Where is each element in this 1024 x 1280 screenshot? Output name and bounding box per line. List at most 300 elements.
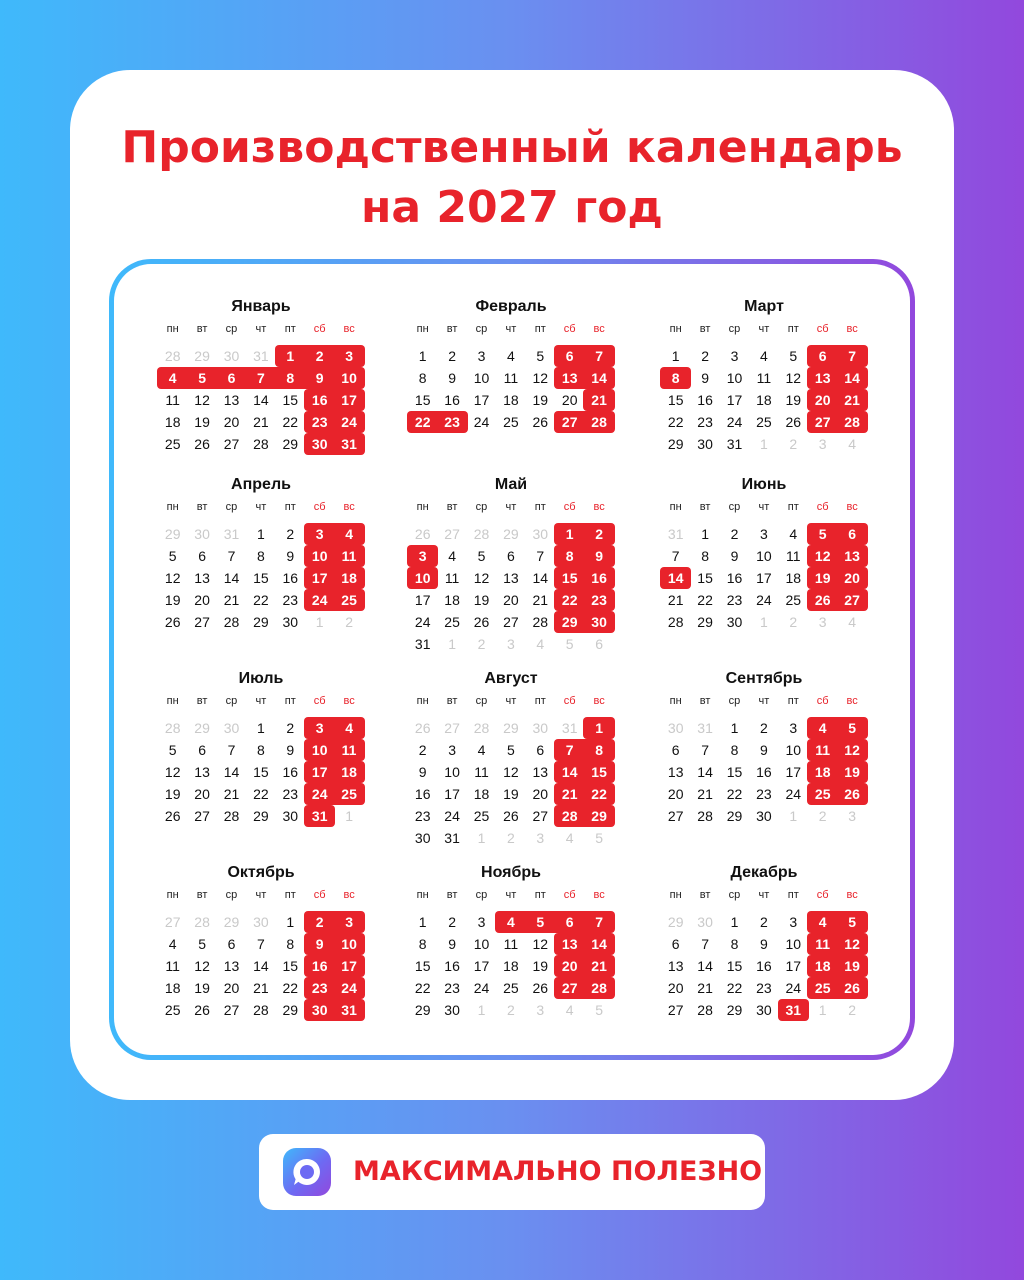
- holiday-day: 28: [591, 980, 607, 996]
- adjacent-month-day: 29: [503, 720, 519, 736]
- weekday-label: пн: [669, 323, 682, 335]
- adjacent-month-day: 1: [477, 1002, 486, 1018]
- work-day: 14: [697, 764, 713, 780]
- work-day: 15: [697, 570, 713, 586]
- work-day: 14: [223, 570, 240, 586]
- work-day: 29: [726, 1002, 743, 1018]
- work-day: 15: [253, 764, 269, 780]
- holiday-day: 30: [311, 1002, 328, 1018]
- adjacent-month-day: 1: [759, 436, 768, 452]
- work-day: 10: [785, 936, 802, 952]
- work-day: 5: [477, 548, 486, 564]
- work-day: 2: [448, 914, 456, 930]
- weekday-label: ср: [475, 323, 488, 335]
- work-day: 2: [286, 526, 295, 542]
- weekday-label: пт: [787, 501, 799, 513]
- holiday-day: 24: [341, 414, 357, 430]
- adjacent-month-day: 28: [194, 914, 210, 930]
- holiday-day: 15: [591, 764, 607, 780]
- month-12: [661, 863, 901, 1043]
- work-day: 13: [194, 764, 210, 780]
- adjacent-month-day: 26: [414, 526, 431, 542]
- work-day: 23: [726, 592, 743, 608]
- holiday-day: 20: [844, 570, 860, 586]
- work-day: 2: [286, 720, 295, 736]
- holiday-day: 31: [341, 436, 357, 452]
- holiday-day: 9: [315, 370, 324, 386]
- holiday-day: 3: [315, 720, 324, 736]
- work-day: 20: [194, 592, 210, 608]
- work-day: 9: [418, 764, 427, 780]
- work-day: 26: [194, 1002, 210, 1018]
- work-day: 7: [701, 936, 709, 952]
- work-day: 6: [227, 936, 236, 952]
- work-day: 29: [253, 614, 269, 630]
- weekday-label: пт: [534, 501, 546, 513]
- work-day: 25: [503, 414, 519, 430]
- holiday-day: 3: [345, 348, 353, 364]
- weekday-label: сб: [816, 889, 829, 901]
- work-day: 22: [414, 980, 431, 996]
- work-day: 6: [198, 742, 206, 758]
- work-day: 28: [697, 1002, 713, 1018]
- holiday-day: 25: [814, 786, 831, 802]
- month-3: [661, 297, 901, 477]
- work-day: 28: [697, 808, 713, 824]
- weekday-label: чт: [758, 695, 770, 707]
- work-day: 1: [286, 914, 295, 930]
- work-day: 13: [503, 570, 519, 586]
- work-day: 3: [759, 526, 768, 542]
- holiday-day: 7: [848, 348, 856, 364]
- work-day: 21: [223, 786, 240, 802]
- holiday-day: 4: [345, 526, 353, 542]
- work-day: 27: [223, 1002, 240, 1018]
- work-day: 20: [503, 592, 519, 608]
- work-day: 5: [506, 742, 515, 758]
- weekday-label: чт: [505, 695, 517, 707]
- brand-bar[interactable]: [259, 1134, 765, 1210]
- adjacent-month-day: 31: [697, 720, 713, 736]
- page-title: [70, 118, 954, 238]
- weekday-label: вс: [846, 695, 858, 707]
- holiday-day: 29: [561, 614, 578, 630]
- adjacent-month-day: 4: [565, 830, 574, 846]
- weekday-label: вс: [846, 501, 858, 513]
- work-day: 21: [253, 980, 269, 996]
- work-day: 24: [785, 786, 802, 802]
- work-day: 18: [503, 958, 519, 974]
- weekday-label: чт: [505, 889, 517, 901]
- work-day: 5: [168, 742, 177, 758]
- work-day: 25: [164, 1002, 181, 1018]
- holiday-day: 29: [591, 808, 607, 824]
- calendar-card: [70, 70, 954, 1100]
- adjacent-month-day: 30: [253, 914, 269, 930]
- work-day: 8: [701, 548, 709, 564]
- work-day: 24: [726, 414, 743, 430]
- adjacent-month-day: 27: [444, 526, 460, 542]
- work-day: 26: [532, 980, 549, 996]
- holiday-day: 8: [595, 742, 603, 758]
- holiday-day: 7: [595, 348, 603, 364]
- holiday-day: 7: [595, 914, 603, 930]
- adjacent-month-day: 2: [477, 636, 486, 652]
- work-day: 31: [726, 436, 743, 452]
- weekday-label: вт: [699, 695, 711, 707]
- work-day: 15: [253, 570, 269, 586]
- holiday-day: 14: [844, 370, 860, 386]
- work-day: 7: [701, 742, 709, 758]
- holiday-day: 4: [506, 914, 515, 930]
- month-5: [408, 475, 648, 655]
- work-day: 20: [667, 786, 684, 802]
- work-day: 20: [561, 392, 578, 408]
- work-day: 15: [414, 958, 431, 974]
- work-day: 17: [473, 392, 490, 408]
- holiday-day: 19: [844, 958, 860, 974]
- adjacent-month-day: 30: [667, 720, 684, 736]
- holiday-day: 21: [591, 392, 607, 408]
- holiday-day: 3: [315, 526, 324, 542]
- work-day: 18: [164, 980, 181, 996]
- month-name: Май: [494, 476, 528, 493]
- work-day: 9: [286, 548, 295, 564]
- work-day: 9: [759, 742, 768, 758]
- work-day: 9: [448, 936, 456, 952]
- month-name: Август: [484, 670, 538, 687]
- work-day: 16: [756, 958, 772, 974]
- adjacent-month-day: 28: [164, 348, 181, 364]
- weekday-label: сб: [313, 889, 326, 901]
- holiday-day: 3: [418, 548, 427, 564]
- holiday-day: 21: [591, 958, 607, 974]
- weekday-label: ср: [225, 695, 238, 707]
- weekday-label: вт: [699, 323, 711, 335]
- work-day: 25: [473, 808, 490, 824]
- holiday-day: 18: [814, 958, 831, 974]
- work-day: 22: [726, 980, 743, 996]
- work-day: 4: [789, 526, 798, 542]
- weekday-label: пн: [669, 889, 682, 901]
- work-day: 11: [474, 764, 489, 780]
- work-day: 8: [286, 936, 295, 952]
- weekday-label: чт: [758, 323, 770, 335]
- work-day: 4: [506, 348, 515, 364]
- holiday-day: 17: [311, 764, 328, 780]
- weekday-label: пн: [669, 501, 682, 513]
- weekday-label: ср: [475, 695, 488, 707]
- adjacent-month-day: 26: [414, 720, 431, 736]
- holiday-day: 5: [818, 526, 827, 542]
- holiday-day: 13: [844, 548, 860, 564]
- work-day: 18: [756, 392, 772, 408]
- calendar-frame: [109, 259, 915, 1060]
- holiday-day: 14: [591, 370, 607, 386]
- work-day: 16: [282, 570, 299, 586]
- work-day: 14: [223, 764, 240, 780]
- month-8: [408, 669, 648, 849]
- work-day: 11: [444, 570, 460, 586]
- work-day: 19: [473, 592, 490, 608]
- work-day: 11: [756, 370, 772, 386]
- holiday-day: 18: [341, 570, 357, 586]
- weekday-label: сб: [816, 501, 829, 513]
- weekday-label: пт: [787, 695, 799, 707]
- work-day: 19: [503, 786, 519, 802]
- month-name: Январь: [231, 298, 291, 315]
- holiday-day: 25: [341, 786, 357, 802]
- holiday-day: 16: [311, 958, 328, 974]
- work-day: 30: [756, 808, 772, 824]
- work-day: 21: [223, 592, 240, 608]
- work-day: 31: [444, 830, 460, 846]
- holiday-day: 10: [341, 936, 357, 952]
- holiday-day: 24: [311, 786, 328, 802]
- work-day: 1: [256, 526, 265, 542]
- weekday-label: вс: [593, 889, 605, 901]
- work-day: 1: [671, 348, 680, 364]
- holiday-day: 19: [814, 570, 831, 586]
- holiday-day: 1: [595, 720, 603, 736]
- adjacent-month-day: 31: [561, 720, 578, 736]
- work-day: 11: [503, 370, 519, 386]
- adjacent-month-day: 2: [818, 808, 827, 824]
- holiday-day: 11: [815, 742, 831, 758]
- work-day: 1: [418, 348, 427, 364]
- work-day: 1: [730, 914, 739, 930]
- adjacent-month-day: 31: [253, 348, 269, 364]
- adjacent-month-day: 31: [223, 526, 240, 542]
- weekday-label: пн: [416, 695, 429, 707]
- work-day: 29: [726, 808, 743, 824]
- adjacent-month-day: 27: [164, 914, 181, 930]
- work-day: 3: [448, 742, 456, 758]
- month-9: [661, 669, 901, 849]
- weekday-label: пт: [534, 323, 546, 335]
- holiday-day: 27: [561, 414, 578, 430]
- work-day: 27: [667, 1002, 684, 1018]
- work-day: 25: [756, 414, 772, 430]
- holiday-day: 8: [565, 548, 574, 564]
- weekday-label: вс: [593, 695, 605, 707]
- weekday-label: сб: [816, 323, 829, 335]
- weekday-label: сб: [313, 323, 326, 335]
- work-day: 5: [198, 936, 206, 952]
- work-day: 19: [532, 958, 549, 974]
- work-day: 28: [223, 808, 240, 824]
- adjacent-month-day: 4: [848, 436, 856, 452]
- work-day: 2: [759, 914, 768, 930]
- weekday-label: вт: [446, 323, 458, 335]
- work-day: 27: [194, 808, 210, 824]
- work-day: 12: [785, 370, 802, 386]
- work-day: 16: [726, 570, 743, 586]
- work-day: 23: [697, 414, 713, 430]
- month-2: [408, 297, 648, 477]
- weekday-label: вс: [343, 889, 355, 901]
- work-day: 18: [785, 570, 802, 586]
- work-day: 22: [282, 414, 299, 430]
- holiday-day: 21: [844, 392, 860, 408]
- holiday-day: 12: [814, 548, 831, 564]
- work-day: 21: [697, 786, 713, 802]
- month-6: [661, 475, 901, 655]
- work-day: 6: [671, 936, 680, 952]
- work-day: 29: [414, 1002, 431, 1018]
- month-name: Февраль: [475, 298, 547, 315]
- work-day: 17: [785, 958, 802, 974]
- holiday-day: 18: [341, 764, 357, 780]
- work-day: 14: [253, 392, 269, 408]
- work-day: 21: [667, 592, 684, 608]
- work-day: 4: [168, 936, 177, 952]
- work-day: 29: [667, 436, 684, 452]
- holiday-day: 31: [785, 1002, 802, 1018]
- weekday-label: чт: [255, 323, 267, 335]
- work-day: 25: [164, 436, 181, 452]
- holiday-day: 6: [227, 370, 236, 386]
- weekday-label: пн: [166, 695, 179, 707]
- work-day: 4: [477, 742, 486, 758]
- work-day: 21: [532, 592, 549, 608]
- weekday-label: ср: [225, 501, 238, 513]
- weekday-label: пт: [787, 323, 799, 335]
- work-day: 30: [414, 830, 431, 846]
- holiday-day: 6: [565, 348, 574, 364]
- work-day: 3: [730, 348, 739, 364]
- weekday-label: пт: [534, 889, 546, 901]
- work-day: 17: [785, 764, 802, 780]
- work-day: 11: [786, 548, 801, 564]
- weekday-label: сб: [313, 695, 326, 707]
- holiday-day: 25: [341, 592, 357, 608]
- adjacent-month-day: 2: [345, 614, 353, 630]
- holiday-day: 13: [561, 370, 578, 386]
- weekday-label: ср: [225, 323, 238, 335]
- holiday-day: 17: [341, 958, 357, 974]
- work-day: 28: [223, 614, 240, 630]
- work-day: 17: [414, 592, 431, 608]
- holiday-day: 2: [315, 348, 324, 364]
- work-day: 10: [785, 742, 802, 758]
- work-day: 20: [194, 786, 210, 802]
- work-day: 16: [444, 958, 460, 974]
- month-name: Ноябрь: [481, 864, 541, 881]
- adjacent-month-day: 29: [164, 526, 181, 542]
- work-day: 6: [506, 548, 515, 564]
- work-day: 27: [503, 614, 519, 630]
- adjacent-month-day: 5: [565, 636, 574, 652]
- work-day: 22: [253, 592, 269, 608]
- work-day: 15: [726, 764, 743, 780]
- weekday-label: пн: [416, 323, 429, 335]
- work-day: 22: [253, 786, 269, 802]
- work-day: 26: [532, 414, 549, 430]
- adjacent-month-day: 4: [565, 1002, 574, 1018]
- work-day: 10: [756, 548, 772, 564]
- holiday-day: 6: [818, 348, 827, 364]
- holiday-day: 1: [565, 526, 574, 542]
- work-day: 20: [223, 414, 240, 430]
- work-day: 29: [282, 1002, 299, 1018]
- work-day: 13: [667, 764, 684, 780]
- work-day: 9: [286, 742, 295, 758]
- adjacent-month-day: 29: [194, 720, 210, 736]
- weekday-label: сб: [563, 501, 576, 513]
- work-day: 29: [253, 808, 269, 824]
- work-day: 26: [194, 436, 210, 452]
- holiday-day: 4: [818, 914, 827, 930]
- weekday-label: вс: [593, 323, 605, 335]
- adjacent-month-day: 3: [536, 830, 545, 846]
- weekday-label: сб: [313, 501, 326, 513]
- holiday-day: 30: [591, 614, 607, 630]
- work-day: 24: [473, 414, 490, 430]
- adjacent-month-day: 30: [532, 526, 549, 542]
- holiday-day: 8: [286, 370, 295, 386]
- work-day: 15: [667, 392, 684, 408]
- weekday-label: пт: [787, 889, 799, 901]
- adjacent-month-day: 1: [477, 830, 486, 846]
- holiday-day: 7: [256, 370, 265, 386]
- adjacent-month-day: 31: [667, 526, 684, 542]
- holiday-day: 14: [591, 936, 607, 952]
- holiday-day: 22: [414, 414, 431, 430]
- holiday-day: 5: [848, 914, 856, 930]
- holiday-day: 28: [591, 414, 607, 430]
- holiday-day: 26: [844, 980, 860, 996]
- weekday-label: вт: [446, 889, 458, 901]
- work-day: 23: [282, 786, 299, 802]
- adjacent-month-day: 28: [164, 720, 181, 736]
- adjacent-month-day: 29: [667, 914, 684, 930]
- month-name: Июль: [238, 670, 284, 687]
- holiday-day: 17: [311, 570, 328, 586]
- work-day: 18: [444, 592, 460, 608]
- holiday-day: 7: [565, 742, 574, 758]
- work-day: 8: [730, 742, 739, 758]
- work-day: 27: [223, 436, 240, 452]
- adjacent-month-day: 29: [194, 348, 210, 364]
- adjacent-month-day: 2: [506, 1002, 515, 1018]
- adjacent-month-day: 30: [223, 720, 240, 736]
- weekday-label: пн: [416, 501, 429, 513]
- holiday-day: 14: [561, 764, 578, 780]
- work-day: 30: [756, 1002, 772, 1018]
- weekday-label: чт: [255, 695, 267, 707]
- work-day: 23: [282, 592, 299, 608]
- adjacent-month-day: 2: [789, 614, 798, 630]
- holiday-day: 18: [814, 764, 831, 780]
- work-day: 31: [414, 636, 431, 652]
- adjacent-month-day: 5: [595, 1002, 603, 1018]
- holiday-day: 10: [311, 548, 328, 564]
- weekday-label: пт: [534, 695, 546, 707]
- work-day: 7: [536, 548, 545, 564]
- weekday-label: вт: [196, 695, 208, 707]
- work-day: 25: [444, 614, 460, 630]
- weekday-label: пн: [166, 323, 179, 335]
- work-day: 2: [448, 348, 456, 364]
- weekday-label: пт: [284, 501, 296, 513]
- work-day: 2: [418, 742, 427, 758]
- holiday-day: 10: [311, 742, 328, 758]
- weekday-label: ср: [475, 889, 488, 901]
- weekday-label: пн: [669, 695, 682, 707]
- holiday-day: 27: [561, 980, 578, 996]
- work-day: 25: [785, 592, 802, 608]
